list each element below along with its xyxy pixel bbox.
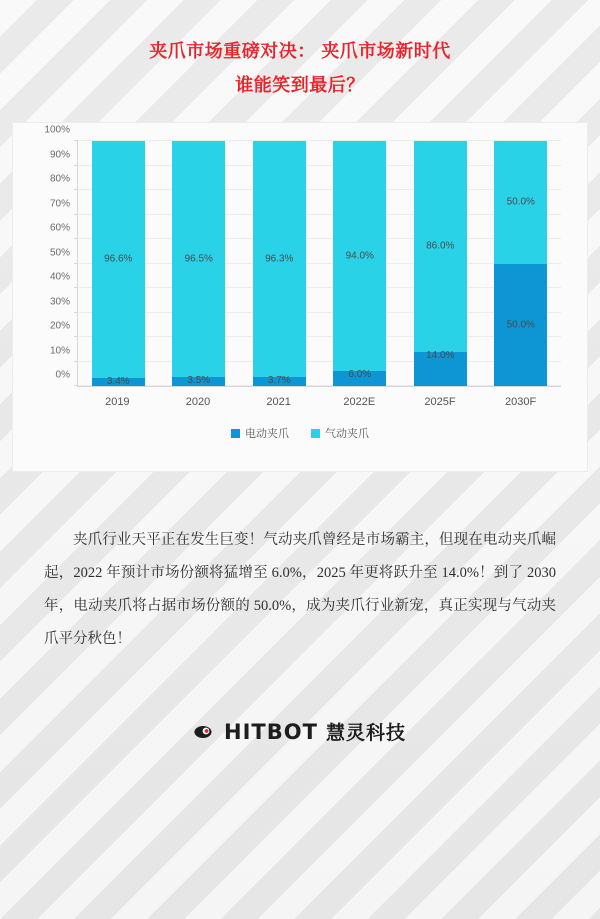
- chart-bar-value-label: 96.6%: [104, 253, 133, 265]
- chart-bar-segment-pneumatic[interactable]: [414, 141, 467, 352]
- title-block: [0, 0, 600, 116]
- chart-bar-value-label: 96.5%: [184, 253, 213, 265]
- chart-bar-column[interactable]: [92, 141, 145, 386]
- chart-bar-value-label: 50.0%: [506, 319, 535, 331]
- chart-plot-area: [44, 124, 561, 387]
- chart-bar-segment-electric[interactable]: [494, 264, 547, 387]
- chart-x-tick-label: 2030F: [505, 396, 537, 408]
- chart-bar-column[interactable]: [333, 141, 386, 386]
- chart-plot-wrapper: [21, 124, 579, 423]
- chart-x-tick-label: 2022E: [343, 396, 376, 408]
- chart-bar-value-label: 3.7%: [267, 374, 291, 386]
- chart-y-tick-label: 0%: [55, 369, 70, 381]
- chart-legend: [21, 425, 579, 441]
- chart-bar-segment-electric[interactable]: [414, 349, 467, 386]
- chart-bar-segment-pneumatic[interactable]: [253, 141, 306, 377]
- chart-bar-segment-pneumatic[interactable]: [494, 141, 547, 264]
- chart-x-tick-label: 2019: [105, 396, 130, 408]
- chart-legend-item[interactable]: [311, 425, 369, 441]
- chart-bar-value-label: 50.0%: [506, 196, 535, 208]
- chart-x-tick-label: 2021: [266, 396, 291, 408]
- chart-bar-value-label: 3.4%: [106, 375, 130, 387]
- chart-y-tick-label: 20%: [49, 320, 70, 332]
- hitbot-mark-icon: [194, 723, 216, 741]
- title-line-1: 夹爪市场重磅对决： 夹爪市场新时代: [149, 41, 451, 61]
- chart-bar-segment-electric[interactable]: [92, 375, 145, 387]
- chart-bar-value-label: 86.0%: [426, 240, 455, 252]
- chart-y-tick-label: 100%: [44, 124, 70, 136]
- chart-card: [12, 122, 588, 472]
- chart-bar-segment-electric[interactable]: [253, 374, 306, 386]
- chart-x-tick-label: 2020: [185, 396, 211, 408]
- chart-bar-segment-electric[interactable]: [172, 377, 225, 386]
- chart-x-axis: [77, 391, 561, 413]
- chart-legend-swatch: [311, 429, 320, 438]
- chart-bar-value-label: 14.0%: [426, 349, 455, 361]
- chart-bar-segment-electric[interactable]: [333, 371, 386, 386]
- chart-bar-value-label: 96.3%: [265, 253, 294, 265]
- title-line-2: 谁能笑到最后？: [235, 75, 365, 95]
- footer-logo: [0, 718, 600, 745]
- chart-bar-segment-pneumatic[interactable]: [172, 141, 225, 377]
- chart-bar-column[interactable]: [172, 141, 225, 386]
- chart-bar-column[interactable]: [253, 141, 306, 386]
- chart-x-tick-label: 2025F: [424, 396, 456, 408]
- chart-y-tick-label: 70%: [49, 198, 70, 209]
- chart-bar-value-label: 94.0%: [345, 250, 374, 262]
- chart-legend-item[interactable]: [231, 425, 289, 441]
- brand-name-en: HITBOT: [224, 719, 318, 744]
- chart-legend-swatch: [231, 429, 240, 438]
- chart-y-tick-label: 90%: [49, 149, 70, 160]
- chart-bar-value-label: 3.5%: [187, 375, 211, 387]
- chart-bars: [78, 141, 561, 386]
- brand-name-cn: 慧灵科技: [325, 723, 406, 744]
- chart-y-tick-label: 60%: [49, 222, 70, 234]
- chart-y-tick-label: 50%: [49, 247, 70, 258]
- chart-y-tick-label: 40%: [49, 271, 70, 283]
- chart-legend-label: 气动夹爪: [325, 428, 369, 440]
- chart-bar-segment-pneumatic[interactable]: [333, 141, 386, 371]
- chart-bar-column[interactable]: [494, 141, 547, 386]
- chart-bar-segment-pneumatic[interactable]: [92, 141, 145, 378]
- chart-legend-label: 电动夹爪: [245, 428, 289, 440]
- body-paragraph: 夹爪行业天平正在发生巨变！气动夹爪曾经是市场霸主，但现在电动夹爪崛起，2022 年预计市场份额将猛增至 6.0%，2025 年更将跃升至 14.0%！到了 2030 年，电动夹爪将占据市场份额的 50.0%，成为夹爪行业新宠，真正实现与气动夹爪平分秋色！: [44, 532, 556, 647]
- chart-y-tick-label: 30%: [49, 296, 70, 307]
- chart-y-tick-label: 80%: [49, 173, 70, 185]
- chart-y-tick-label: 10%: [49, 345, 70, 356]
- chart-bar-value-label: 6.0%: [348, 369, 372, 381]
- chart-bar-column[interactable]: [414, 141, 467, 386]
